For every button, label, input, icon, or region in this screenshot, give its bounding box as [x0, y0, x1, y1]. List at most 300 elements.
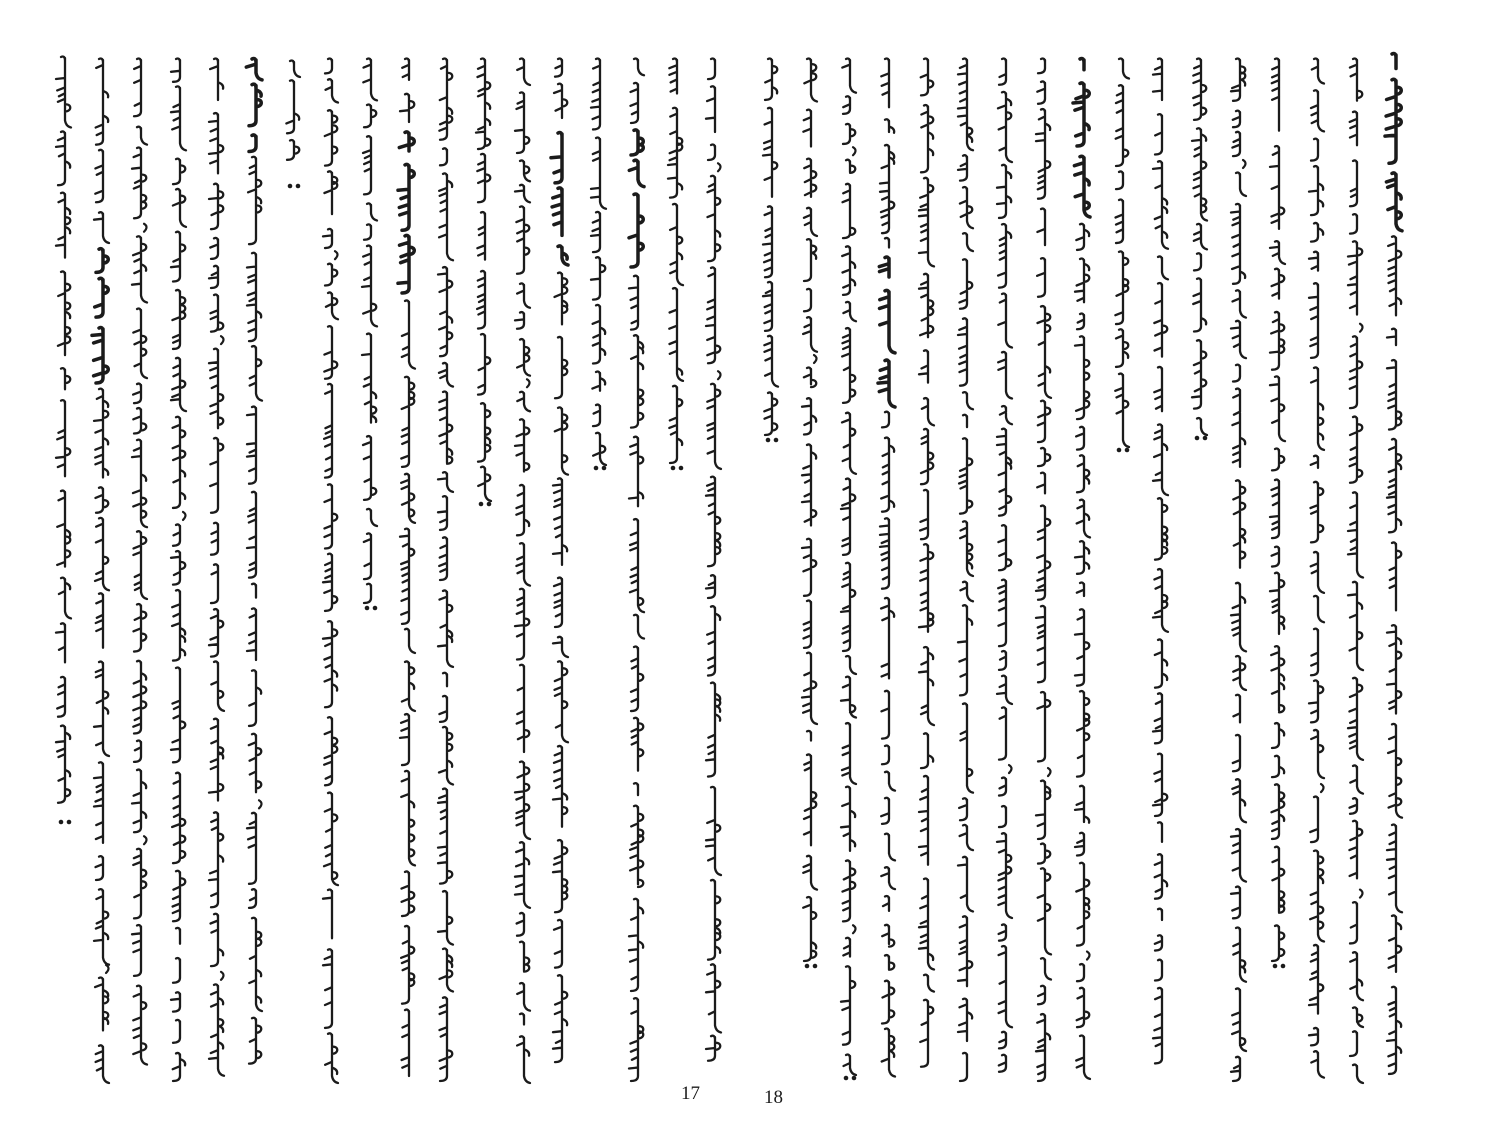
- script-word: [1116, 85, 1129, 166]
- script-word: [1075, 541, 1089, 574]
- script-word: [706, 787, 721, 875]
- punctuation-dot: [296, 184, 301, 189]
- script-word: [173, 871, 186, 922]
- script-word: [173, 159, 185, 185]
- bold-script-word: [96, 249, 108, 273]
- script-word: [367, 509, 377, 526]
- script-word: [630, 519, 644, 612]
- script-word: [133, 531, 147, 599]
- script-word: [881, 598, 894, 678]
- script-word: [325, 264, 337, 286]
- script-word: [1311, 456, 1318, 468]
- script-word: [515, 419, 529, 471]
- script-word: [1233, 695, 1240, 723]
- punctuation-dot: [602, 466, 607, 471]
- script-word: [517, 983, 530, 1011]
- script-word: [56, 726, 70, 803]
- script-word: [882, 412, 889, 428]
- script-word: [325, 59, 332, 74]
- script-word: [960, 187, 973, 228]
- script-word: [209, 719, 223, 801]
- script-word: [960, 825, 973, 850]
- script-word: [517, 1036, 530, 1083]
- script-word: [56, 57, 71, 128]
- script-word: [803, 110, 811, 147]
- script-word: [963, 415, 967, 427]
- page-18-text-column: [1231, 59, 1246, 1082]
- script-word: [846, 656, 856, 674]
- script-word: [1155, 639, 1167, 687]
- punctuation-dot: [373, 606, 378, 611]
- script-word: [1233, 927, 1246, 981]
- punctuation-dot: [805, 964, 810, 969]
- script-word: [919, 647, 934, 725]
- script-word: [1311, 730, 1324, 778]
- script-comma: [335, 251, 338, 259]
- script-word: [1349, 821, 1362, 879]
- script-word: [1309, 283, 1318, 358]
- page-18-text-column: [802, 59, 817, 969]
- script-word: [999, 946, 1012, 1027]
- script-word: [1231, 59, 1245, 101]
- script-word: [1075, 833, 1084, 856]
- bold-script-word: [1080, 59, 1084, 70]
- script-word: [1309, 1028, 1318, 1045]
- page-18-text-column: [763, 59, 778, 443]
- script-comma: [814, 355, 817, 363]
- punctuation-dot: [487, 502, 492, 507]
- script-word: [324, 326, 337, 379]
- script-comma: [221, 336, 224, 344]
- script-word: [1077, 964, 1084, 981]
- script-word: [401, 474, 415, 523]
- script-word: [960, 521, 973, 576]
- script-word: [1387, 360, 1401, 430]
- script-comma: [144, 224, 147, 232]
- script-word: [1311, 223, 1323, 242]
- script-word: [1232, 779, 1246, 822]
- script-word: [1270, 376, 1285, 441]
- script-word: [1153, 424, 1168, 495]
- script-word: [708, 176, 721, 261]
- script-word: [706, 964, 721, 1032]
- script-word: [440, 949, 454, 992]
- script-word: [880, 518, 889, 588]
- script-word: [367, 203, 377, 220]
- page-17-text-column: [629, 59, 644, 1082]
- page-18-text-column: [1385, 54, 1402, 1074]
- script-word: [438, 267, 452, 356]
- script-word: [210, 59, 223, 100]
- script-word: [591, 212, 600, 252]
- script-word: [629, 276, 638, 330]
- script-word: [706, 267, 720, 363]
- page-17-text-column: [668, 59, 683, 471]
- script-word: [593, 405, 600, 427]
- script-word: [211, 661, 224, 710]
- script-word: [1036, 1014, 1050, 1081]
- script-word: [708, 59, 715, 80]
- script-word: [209, 349, 223, 429]
- script-word: [515, 92, 529, 153]
- page-17-text-column: [438, 59, 453, 1082]
- page-17-text-column: [476, 59, 491, 507]
- script-comma: [1321, 784, 1324, 792]
- page-17-text-column: [515, 59, 530, 1084]
- script-word: [61, 368, 70, 389]
- script-word: [1155, 854, 1167, 898]
- script-word: [885, 772, 895, 791]
- script-word: [211, 564, 218, 603]
- script-word: [1232, 389, 1245, 467]
- script-word: [554, 84, 567, 118]
- script-word: [1311, 552, 1324, 593]
- script-word: [95, 150, 103, 202]
- script-word: [807, 731, 811, 741]
- script-comma: [718, 163, 721, 171]
- script-word: [400, 94, 414, 122]
- script-word: [134, 741, 141, 762]
- script-word: [363, 59, 377, 101]
- script-word: [56, 623, 65, 662]
- script-word: [960, 1053, 967, 1081]
- script-word: [1350, 59, 1362, 101]
- script-word: [1041, 958, 1051, 979]
- script-word: [477, 271, 485, 329]
- script-word: [94, 389, 108, 478]
- script-word: [438, 789, 452, 884]
- script-word: [324, 717, 337, 785]
- bold-script-word: [1073, 83, 1089, 146]
- script-word: [1350, 798, 1358, 814]
- script-word: [1348, 678, 1363, 760]
- bold-script-word: [878, 360, 895, 407]
- script-word: [1348, 582, 1363, 670]
- script-word: [999, 1055, 1006, 1072]
- page-18-text-column: [878, 59, 895, 1077]
- page-17-text-column: [286, 61, 300, 189]
- script-word: [1233, 290, 1247, 317]
- script-word: [438, 590, 453, 666]
- script-word: [921, 59, 934, 96]
- script-word: [1038, 401, 1050, 442]
- script-word: [362, 246, 377, 327]
- script-word: [634, 59, 644, 76]
- script-word: [921, 733, 933, 768]
- script-word: [402, 661, 415, 711]
- script-word: [553, 637, 568, 657]
- script-word: [1348, 241, 1362, 314]
- script-word: [1270, 312, 1284, 370]
- script-word: [1309, 945, 1323, 1014]
- script-word: [172, 290, 185, 349]
- page-18-text-column: [841, 59, 856, 1081]
- script-word: [921, 105, 933, 172]
- script-word: [516, 485, 529, 535]
- script-word: [173, 417, 186, 508]
- punctuation-dot: [479, 502, 484, 507]
- script-word: [515, 762, 530, 840]
- script-word: [247, 492, 256, 578]
- script-word: [248, 157, 261, 244]
- script-word: [1311, 1051, 1324, 1077]
- punctuation-dot: [1125, 448, 1130, 453]
- script-word: [324, 171, 337, 214]
- script-word: [1192, 128, 1207, 220]
- script-word: [959, 798, 967, 820]
- bold-script-word: [95, 278, 109, 317]
- script-word: [405, 629, 415, 653]
- script-word: [250, 346, 262, 401]
- script-word: [1115, 374, 1129, 447]
- page-17-text-column: [398, 59, 415, 1077]
- script-word: [706, 683, 720, 777]
- script-word: [803, 317, 817, 352]
- script-word: [401, 377, 414, 467]
- page-17-text-column: [706, 59, 721, 1061]
- script-word: [439, 59, 452, 140]
- script-word: [172, 773, 185, 863]
- script-word: [555, 273, 568, 325]
- script-word: [998, 580, 1006, 647]
- script-word: [764, 336, 778, 387]
- script-word: [325, 1033, 338, 1083]
- script-word: [1389, 915, 1402, 971]
- script-word: [1077, 455, 1089, 492]
- script-word: [1309, 166, 1323, 215]
- script-word: [885, 238, 889, 248]
- page-17-text-column: [171, 59, 186, 1082]
- script-word: [1270, 241, 1285, 264]
- script-word: [668, 108, 682, 198]
- script-word: [1353, 1007, 1363, 1027]
- script-word: [706, 1036, 720, 1061]
- script-word: [802, 539, 816, 596]
- page-17-text-column: [132, 59, 147, 1065]
- script-word: [323, 890, 332, 939]
- script-word: [1077, 500, 1090, 538]
- page-number-17: 17: [681, 1083, 700, 1104]
- script-word: [171, 992, 180, 1011]
- script-word: [803, 856, 817, 890]
- script-word: [803, 897, 816, 961]
- script-word: [999, 778, 1006, 796]
- script-word: [1038, 59, 1045, 74]
- script-word: [1037, 81, 1045, 103]
- script-word: [555, 661, 569, 742]
- page-18-text-column: [997, 59, 1012, 1072]
- punctuation-dot: [1203, 436, 1208, 441]
- page-18-text-column: [1309, 59, 1324, 1078]
- script-word: [1272, 448, 1284, 470]
- script-word: [364, 224, 371, 239]
- script-word: [134, 604, 147, 652]
- punctuation-dot: [1195, 436, 1200, 441]
- page-18-text-column: [1153, 59, 1168, 1064]
- script-word: [706, 477, 720, 567]
- punctuation-dot: [766, 438, 771, 443]
- script-word: [708, 144, 715, 160]
- punctuation-dot: [59, 820, 64, 825]
- script-word: [1193, 59, 1206, 120]
- script-word: [634, 615, 644, 639]
- script-word: [520, 1014, 524, 1025]
- script-word: [804, 289, 811, 311]
- script-word: [555, 337, 567, 398]
- script-word: [882, 1028, 895, 1076]
- script-word: [804, 208, 817, 236]
- script-word: [1272, 723, 1284, 748]
- script-word: [133, 849, 146, 919]
- script-word: [998, 224, 1011, 288]
- script-word: [963, 233, 973, 251]
- script-comma: [527, 379, 530, 387]
- script-word: [1037, 258, 1045, 297]
- punctuation-dot: [679, 466, 684, 471]
- script-word: [802, 444, 816, 525]
- script-word: [804, 601, 812, 648]
- script-word: [999, 651, 1006, 670]
- page-18-text-column: [919, 59, 934, 1067]
- script-word: [1038, 986, 1045, 1005]
- script-word: [634, 783, 638, 795]
- bold-script-word: [1385, 79, 1401, 163]
- script-word: [842, 723, 856, 784]
- page-17-text-column: [56, 57, 71, 825]
- script-word: [133, 309, 147, 379]
- script-word: [1231, 204, 1245, 284]
- script-word: [669, 288, 683, 381]
- script-word: [400, 714, 409, 765]
- script-word: [58, 271, 70, 355]
- script-word: [804, 59, 817, 102]
- script-word: [919, 776, 928, 865]
- script-word: [94, 762, 103, 843]
- script-word: [804, 159, 816, 197]
- script-word: [670, 204, 683, 285]
- script-word: [842, 328, 855, 403]
- script-word: [765, 59, 777, 100]
- script-word: [555, 59, 562, 77]
- script-word: [209, 812, 223, 907]
- script-word: [96, 1045, 109, 1083]
- bold-script-word: [879, 257, 889, 277]
- script-word: [517, 392, 530, 412]
- script-word: [1116, 171, 1123, 189]
- script-word: [1036, 781, 1050, 839]
- script-word: [1077, 691, 1089, 777]
- script-word: [841, 787, 855, 851]
- script-word: [707, 384, 721, 469]
- script-word: [843, 938, 850, 957]
- script-word: [133, 384, 141, 404]
- script-word: [1116, 200, 1124, 244]
- script-word: [1153, 569, 1168, 632]
- punctuation-dot: [67, 820, 72, 825]
- script-word: [1388, 236, 1401, 315]
- script-word: [249, 1018, 261, 1064]
- script-word: [56, 193, 70, 258]
- script-word: [402, 300, 415, 368]
- script-word: [920, 1000, 933, 1067]
- script-word: [1037, 209, 1045, 245]
- script-word: [132, 236, 147, 302]
- script-comma: [1360, 890, 1363, 898]
- script-word: [1153, 693, 1162, 743]
- script-word: [211, 295, 224, 332]
- page-18-text-column: [1036, 59, 1051, 1082]
- script-word: [1154, 367, 1162, 411]
- script-comma: [853, 147, 856, 155]
- script-word: [631, 647, 643, 712]
- script-word: [171, 232, 185, 282]
- script-word: [1387, 987, 1401, 1074]
- script-word: [591, 257, 605, 299]
- script-word: [57, 677, 65, 717]
- script-word: [843, 302, 856, 321]
- script-word: [94, 662, 109, 756]
- script-word: [325, 484, 338, 548]
- script-word: [881, 798, 889, 824]
- script-word: [958, 155, 967, 180]
- script-word: [632, 718, 644, 771]
- bold-script-word: [249, 84, 261, 126]
- script-word: [171, 59, 180, 82]
- script-word: [1388, 724, 1402, 818]
- script-word: [999, 707, 1006, 759]
- script-word: [438, 496, 447, 530]
- script-word: [173, 958, 180, 983]
- punctuation-dot: [1117, 448, 1122, 453]
- script-word: [958, 59, 973, 151]
- script-word: [364, 584, 371, 603]
- script-word: [706, 86, 715, 132]
- script-word: [629, 998, 643, 1081]
- script-word: [323, 949, 332, 1028]
- script-word: [1309, 252, 1318, 271]
- script-word: [921, 429, 933, 484]
- script-comma: [1009, 765, 1012, 773]
- script-word: [958, 318, 967, 385]
- script-word: [1272, 784, 1285, 839]
- bold-script-word: [1074, 156, 1090, 217]
- bold-script-word: [92, 328, 108, 383]
- script-word: [133, 986, 147, 1065]
- script-word: [56, 400, 70, 476]
- punctuation-dot: [813, 964, 818, 969]
- script-word: [1158, 822, 1162, 842]
- script-word: [1311, 629, 1318, 676]
- script-word: [1075, 258, 1089, 302]
- script-word: [802, 653, 817, 724]
- bold-script-word: [249, 135, 256, 152]
- script-word: [402, 59, 409, 80]
- script-word: [1038, 844, 1050, 864]
- script-word: [1311, 90, 1324, 131]
- script-word: [1350, 952, 1363, 1000]
- script-word: [1036, 606, 1045, 682]
- script-word: [998, 525, 1011, 570]
- script-word: [171, 551, 185, 585]
- script-word: [94, 212, 109, 243]
- script-word: [846, 160, 855, 173]
- script-word: [211, 523, 218, 555]
- script-word: [1158, 909, 1162, 920]
- script-word: [476, 59, 490, 150]
- script-word: [95, 977, 108, 1030]
- script-word: [554, 578, 562, 627]
- script-word: [998, 92, 1012, 162]
